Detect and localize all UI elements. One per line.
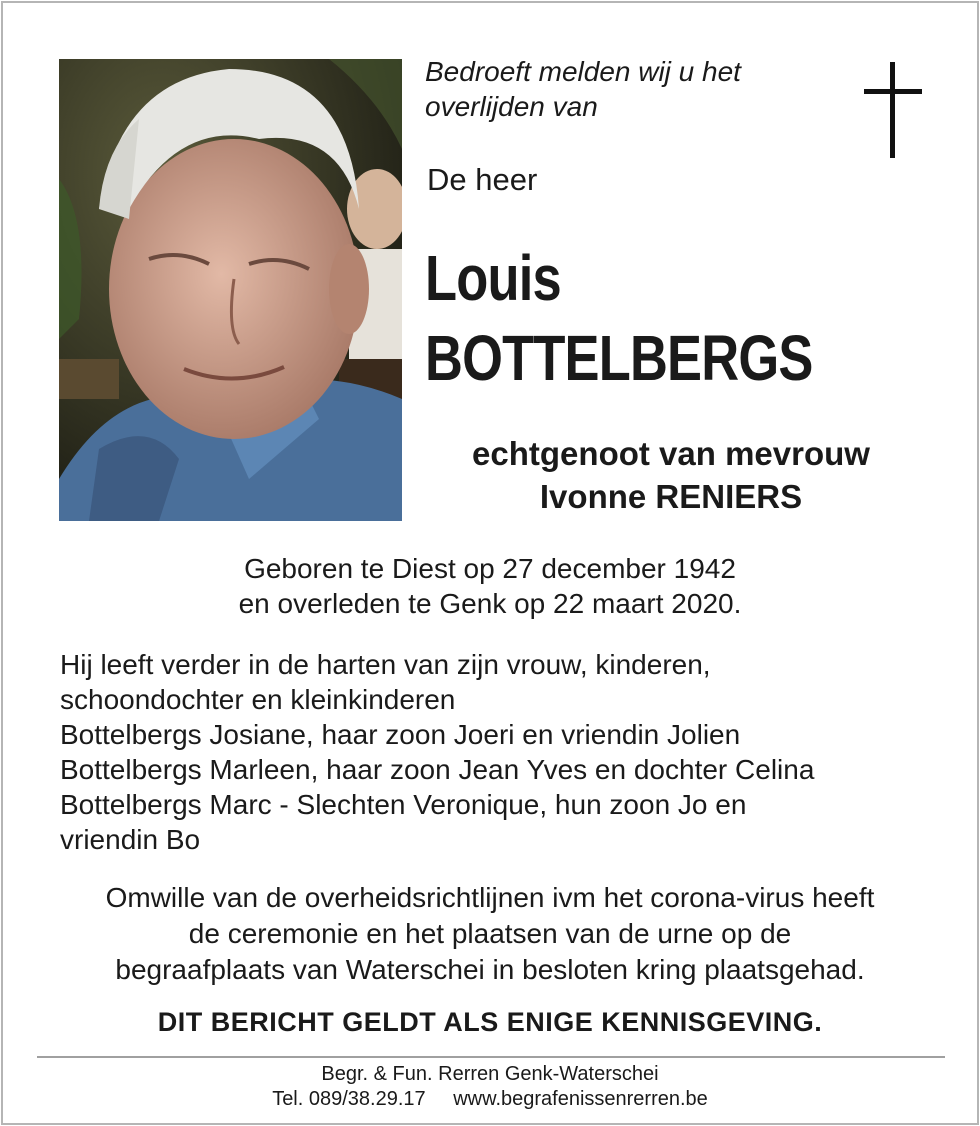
birth-death-info xyxy=(0,551,980,621)
spouse-line: echtgenoot van mevrouw xyxy=(472,435,870,472)
first-name: Louis xyxy=(425,242,561,314)
intro-text xyxy=(425,54,741,124)
ceremony-line: de ceremonie en het plaatsen van de urne op de xyxy=(188,918,792,949)
family-list xyxy=(60,647,814,857)
notice-statement: DIT BERICHT GELDT ALS ENIGE KENNISGEVING. xyxy=(157,1007,823,1037)
website-link[interactable]: www.begrafenissenrerren.be xyxy=(453,1088,708,1110)
intro-line: overlijden van xyxy=(425,91,598,122)
honorific: De heer xyxy=(427,162,538,197)
spouse-name: Ivonne RENIERS xyxy=(539,478,803,515)
deceased-name xyxy=(425,238,813,398)
ceremony-line: Omwille van de overheidsrichtlijnen ivm het corona-virus heeft xyxy=(105,882,875,913)
last-name: BOTTELBERGS xyxy=(425,322,813,394)
family-line: Bottelbergs Josiane, haar zoon Joeri en vriendin Jolien xyxy=(60,719,741,750)
phone-number: Tel. 089/38.29.17 xyxy=(272,1088,426,1110)
intro-line: Bedroeft melden wij u het xyxy=(425,56,741,87)
spouse-info xyxy=(430,432,912,518)
family-line: vriendin Bo xyxy=(60,824,201,855)
ceremony-note xyxy=(40,880,940,988)
family-line: Bottelbergs Marc - Slechten Veronique, hun zoon Jo en xyxy=(60,789,747,820)
family-line: Bottelbergs Marleen, haar zoon Jean Yves en dochter Celina xyxy=(60,754,815,785)
funeral-company: Begr. & Fun. Rerren Genk-Waterschei xyxy=(321,1063,659,1085)
family-line: Hij leeft verder in de harten van zijn vrouw, kinderen, xyxy=(60,649,711,680)
family-line: schoondochter en kleinkinderen xyxy=(60,684,456,715)
birth-line: Geboren te Diest op 27 december 1942 xyxy=(244,553,736,584)
ceremony-line: begraafplaats van Waterschei in besloten kring plaatsgehad. xyxy=(115,954,865,985)
death-line: en overleden te Genk op 22 maart 2020. xyxy=(238,588,742,619)
footer xyxy=(0,1062,980,1112)
cross-icon xyxy=(864,62,922,158)
footer-divider xyxy=(37,1056,945,1058)
portrait-photo xyxy=(59,59,402,521)
